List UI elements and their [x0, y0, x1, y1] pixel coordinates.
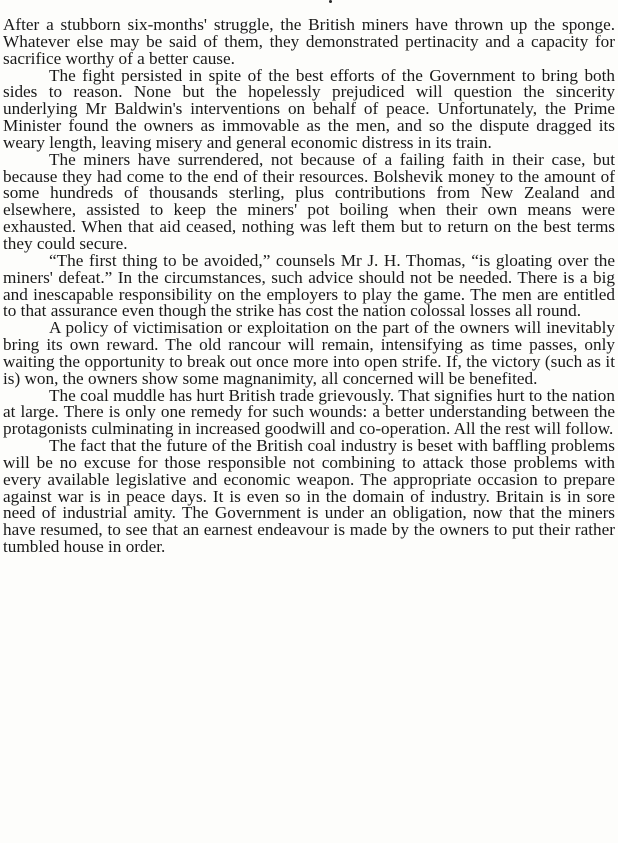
paragraph-5: A policy of victimisation or exploitation on the part of the owners will inevitably bring its own reward. The old rancour will remain, intensifying as time passes, only waiting the opportunity to break out once more into open strife. If, the victory (such as it is) won, the owners show some magnanimity, all concerned will be benefited. — [3, 318, 615, 388]
paragraph-1: After a stubborn six-months' struggle, the British miners have thrown up the sponge. Whatever else may be said of them, they demonstrated pertinacity and a capacity for sacrifice worthy of a better cause. — [3, 15, 615, 68]
paragraph-7: The fact that the future of the British coal industry is beset with baffling problems will be no excuse for those responsible not combining to attack those problems with every available legislative and economic weapon. The appropriate occasion to prepare against war is in peace days. It is even so in the domain of industry. Britain is in sore need of industrial amity. The Government is under an obligation, now that the miners have resumed, to see that an earnest endeavour is made by the owners to put their rather tumbled house in order. — [3, 436, 615, 557]
paragraph-4: “The first thing to be avoided,” counsels Mr J. H. Thomas, “is gloating over the miners' defeat.” In the circumstances, such advice should not be needed. There is a big and inescapable responsibility on the employers to play the game. The men are entitled to that assurance even though the strike has cost the nation colossal losses all round. — [3, 250, 615, 321]
paragraph-2: The fight persisted in spite of the best efforts of the Government to bring both sides to reason. None but the hopelessly prejudiced will question the sincerity underlying Mr Baldwin's interventions on behalf of peace. Unfortunately, the Prime Minister found the owners as immovable as the men, and so the dispute dragged its weary length, leaving misery and general economic distress in its train. — [3, 65, 615, 152]
paragraph-6: The coal muddle has hurt British trade grievously. That signifies hurt to the nation at large. There is only one remedy for such wounds: a better understanding between the protagonists culminating in increased goodwill and co-operation. All the rest will follow. — [3, 385, 615, 439]
print-speck — [329, 0, 332, 3]
editorial-article — [3, 17, 615, 556]
paragraph-3: The miners have surrendered, not because of a failing faith in their case, but because they had come to the end of their resources. Bolshevik money to the amount of some hundreds of thousands sterling, plus contributions from New Zealand and elsewhere, assisted to keep the miners' pot boiling when their own means were exhausted. When that aid ceased, nothing was left them but to return on the best terms they could secure. — [3, 149, 615, 253]
